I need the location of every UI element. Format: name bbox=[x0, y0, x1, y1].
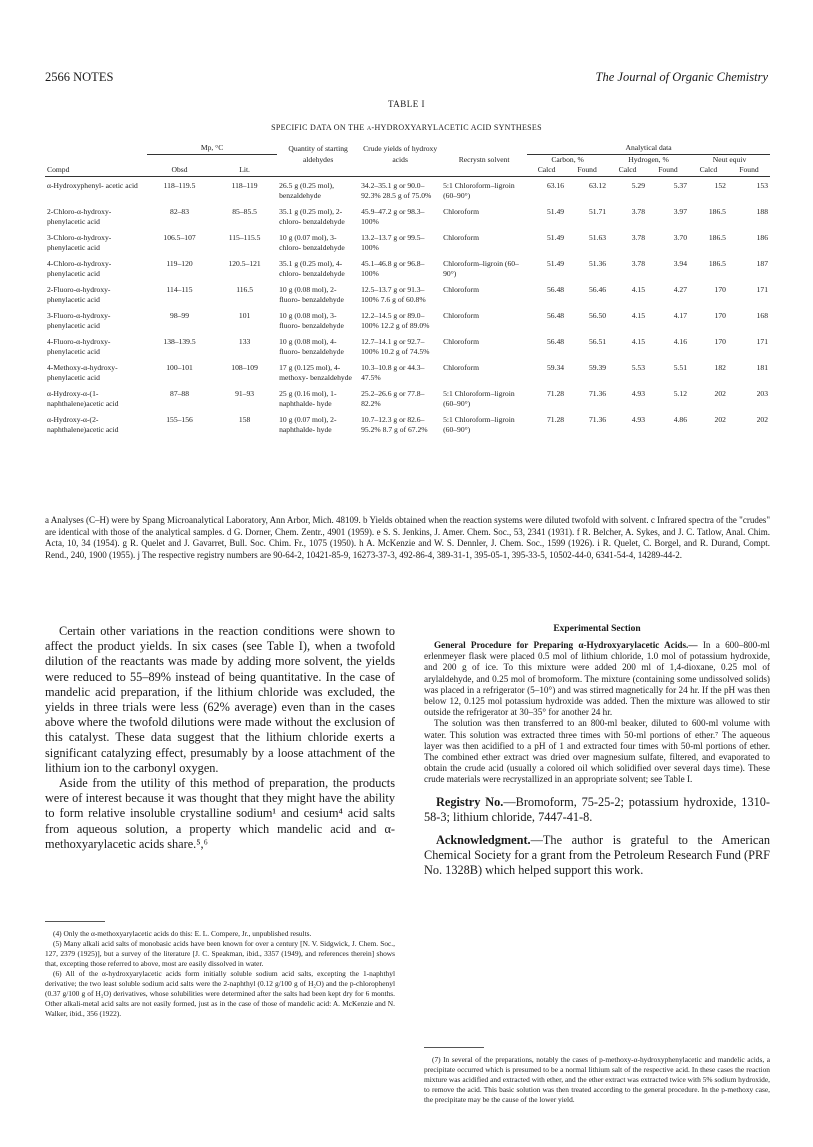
cell-n-found: 171 bbox=[756, 284, 768, 294]
cell-solvent: Chloroform–ligroin (60–90°) bbox=[443, 258, 519, 278]
page-header-left: 2566 NOTES bbox=[45, 70, 114, 84]
footnote-5: (5) Many alkali acid salts of monobasic acids have been known for over a century [N. V. Sidgwick, J. Chem. Soc., 127, 2379 (1925)], but a survey of the literature [J. C. Speakman, ibid., 3357 (1949), and references therein] shows that, excepting those referred to above, most are easily dissolved in water. bbox=[45, 939, 395, 968]
cell-lit: 115–115.5 bbox=[228, 232, 261, 242]
neut-head: Neut equiv bbox=[712, 154, 747, 164]
cell-c-found: 51.63 bbox=[588, 232, 607, 242]
carbon-head: Carbon, % bbox=[551, 154, 584, 164]
cell-compd: 2-Fluoro-α-hydroxy- phenylacetic acid bbox=[47, 284, 111, 304]
registry-label: Registry No. bbox=[436, 794, 504, 809]
cell-compd: α-Hydroxyphenyl- acetic acid bbox=[47, 180, 138, 190]
cell-qty: 26.5 g (0.25 mol), benzaldehyde bbox=[279, 180, 334, 200]
cell-solvent: Chloroform bbox=[443, 362, 479, 372]
cell-c-found: 71.36 bbox=[588, 388, 607, 398]
cell-obsd: 106.5–107 bbox=[163, 232, 196, 242]
cell-c-calcd: 51.49 bbox=[546, 258, 565, 268]
cell-solvent: Chloroform bbox=[443, 310, 479, 320]
ack-text: —The author is grateful to the American Chemical Society for a grant from the Petroleum Research Fund (PRF No. 1328B) which helped support this work. bbox=[424, 833, 770, 878]
cell-solvent: Chloroform bbox=[443, 336, 479, 346]
cell-n-found: 181 bbox=[756, 362, 768, 372]
table-label: TABLE I bbox=[387, 99, 426, 109]
cell-h-calcd: 3.78 bbox=[631, 206, 645, 216]
cell-obsd: 100–101 bbox=[166, 362, 193, 372]
table-row bbox=[45, 176, 770, 203]
cell-h-found: 4.86 bbox=[673, 414, 687, 424]
cell-h-calcd: 4.15 bbox=[631, 284, 645, 294]
cell-solvent: 5:1 Chloroform–ligroin (60–90°) bbox=[443, 180, 515, 200]
cell-compd: α-Hydroxy-α-(2- naphthalene)acetic acid bbox=[47, 414, 119, 434]
cell-solvent: Chloroform bbox=[443, 232, 479, 242]
cell-h-found: 4.17 bbox=[673, 310, 687, 320]
data-table bbox=[45, 143, 770, 437]
footnote-7: (7) In several of the preparations, notably the cases of p-methoxy-α-hydroxyphenylacetic and mandelic acids, a precipitate occurred which is presumed to be a normal lithium salt of the respective acid. In these cases the reaction mixture was acidified and extracted with ether, and the ether extract was extracted twice with 5% sodium hydroxide, to remove the acid. This basic solution was then treated according to the general procedure. In the p-methoxy case, the precipitate may be the cause of the lower yield. bbox=[424, 1055, 770, 1104]
cell-obsd: 138–139.5 bbox=[163, 336, 196, 346]
cell-c-found: 71.36 bbox=[588, 414, 607, 424]
cell-c-calcd: 56.48 bbox=[546, 284, 565, 294]
cell-crude: 12.2–14.5 g or 89.0–100% 12.2 g of 89.0% bbox=[361, 310, 430, 330]
cell-crude: 34.2–35.1 g or 90.0–92.3% 28.5 g of 75.0% bbox=[361, 180, 432, 200]
cell-qty: 25 g (0.16 mol), 1-naphthalde- hyde bbox=[279, 388, 337, 408]
col-quantity: Quantity of starting aldehydes bbox=[288, 144, 348, 164]
right-column bbox=[424, 624, 770, 879]
cell-n-found: 203 bbox=[756, 388, 768, 398]
footnote-4: (4) Only the α-methoxyarylacetic acids do this: E. L. Compere, Jr., unpublished results. bbox=[53, 929, 312, 938]
cell-solvent: Chloroform bbox=[443, 206, 479, 216]
table-row bbox=[45, 333, 770, 359]
cell-compd: 3-Fluoro-α-hydroxy- phenylacetic acid bbox=[47, 310, 111, 330]
footnotes-right bbox=[424, 1055, 770, 1105]
cell-compd: 2-Chloro-α-hydroxy- phenylacetic acid bbox=[47, 206, 112, 226]
body-paragraph: Certain other variations in the reaction conditions were shown to affect the product yields. In six cases (see Table I), when a twofold dilution of the reactants was made by adding more solvent, the yields were reduced to 55–89% instead of being quantitative. In the case of mandelic acid preparation, if the lithium chloride was excluded, the yields in three trials were less (62% average) even than in the cases above where the twofold dilutions were made without the exclusion of this catalyst. These data suggest that the lithium chloride exerts a significant catalyzing effect, presumably by a loose attachment of the lithium ion to the carbonyl oxygen. bbox=[45, 624, 395, 775]
cell-n-calcd: 202 bbox=[714, 414, 726, 424]
cell-crude: 13.2–13.7 g or 99.5–100% bbox=[361, 232, 425, 252]
cell-crude: 12.5–13.7 g or 91.3–100% 7.6 g of 60.8% bbox=[361, 284, 426, 304]
cell-c-calcd: 71.28 bbox=[546, 388, 565, 398]
cell-obsd: 98–99 bbox=[170, 310, 190, 320]
cell-compd: α-Hydroxy-α-(1- naphthalene)acetic acid bbox=[47, 388, 119, 408]
cell-crude: 25.2–26.6 g or 77.8–82.2% bbox=[361, 388, 425, 408]
cell-compd: 3-Chloro-α-hydroxy- phenylacetic acid bbox=[47, 232, 112, 252]
table-row bbox=[45, 229, 770, 255]
cell-lit: 120.5–121 bbox=[228, 258, 261, 268]
cell-n-calcd: 170 bbox=[714, 284, 726, 294]
col-lit: Lit. bbox=[212, 165, 277, 176]
cell-qty: 17 g (0.125 mol), 4-methoxy- benzaldehyde bbox=[279, 362, 352, 382]
cell-obsd: 118–119.5 bbox=[163, 180, 196, 190]
col-h-calcd: Calcd bbox=[608, 165, 647, 176]
table-row bbox=[45, 385, 770, 411]
cell-n-found: 202 bbox=[756, 414, 768, 424]
table-row bbox=[45, 307, 770, 333]
cell-n-calcd: 152 bbox=[714, 180, 726, 190]
table-row bbox=[45, 281, 770, 307]
cell-n-found: 187 bbox=[756, 258, 768, 268]
col-solvent: Recrystn solvent bbox=[458, 154, 510, 164]
cell-c-found: 56.46 bbox=[588, 284, 607, 294]
cell-h-found: 3.94 bbox=[673, 258, 687, 268]
cell-lit: 116.5 bbox=[236, 284, 253, 294]
cell-obsd: 82–83 bbox=[170, 206, 190, 216]
procedure-text-2: The solution was then transferred to an 800-ml beaker, diluted to 600-ml volume with water. This solution was extracted three times with 50-ml portions of ether.⁷ The aqueous layer was then acidified to a pH of 1 and extracted four times with 50-ml portions of ether. The combined ether extract was dried over magnesium sulfate, filtered, and evaporated to obtain the crude acid (usually a colored oil which solidified over several days time). These crude materials were recrystallized in an appropriate solvent; see Table I. bbox=[424, 718, 770, 785]
cell-qty: 10 g (0.07 mol), 2-naphthalde- hyde bbox=[279, 414, 337, 434]
table-row bbox=[45, 359, 770, 385]
cell-n-calcd: 170 bbox=[714, 336, 726, 346]
cell-h-calcd: 3.78 bbox=[631, 232, 645, 242]
cell-h-calcd: 4.93 bbox=[631, 388, 645, 398]
table-footnotes: a Analyses (C–H) were by Spang Microanalytical Laboratory, Ann Arbor, Mich. 48109. b Yields obtained when the reaction systems were diluted twofold with solvent. c Infrared spectra of the "crudes" are identical with those of the analytical samples. d G. Dorner, Chem. Zentr., 4901 (1959). e S. S. Jenkins, J. Amer. Chem. Soc., 53, 2341 (1931). f R. Belcher, A. Sykes, and J. C. Tatlow, Anal. Chim. Acta, 10, 34 (1954). g R. Quelet and J. Gavarret, Bull. Soc. Chim. Fr., 1075 (1950). h A. McKenzie and W. S. Dennler, J. Chem. Soc., 1599 (1926). i R. Quelet, C. Borgel, and R. Durand, Compt. Rend., 240, 1900 (1955). j The respective registry numbers are 90-64-2, 10421-85-9, 16273-37-3, 492-86-4, 389-31-1, 395-05-1, 395-33-5, 10502-44-0, 6341-54-4, 14289-44-2. bbox=[45, 515, 770, 560]
cell-n-calcd: 186.5 bbox=[708, 258, 726, 268]
cell-c-found: 51.36 bbox=[588, 258, 607, 268]
cell-n-calcd: 202 bbox=[714, 388, 726, 398]
procedure-text: In a 600–800-ml erlenmeyer flask were placed 0.5 mol of lithium chloride, 1.0 mol of potassium hydroxide, and 200 g of ice. To this mixture were added 200 ml of 1,4-dioxane, 0.25 mol of arylaldehyde, and 0.25 mol of bromoform. The mixture (containing some undissolved solids) was placed in a refrigerator (5–10°) and was stirred magnetically for 24 hr. If the pH was then below 12, 0.125 mol potassium hydroxide was added. Then the mixture was allowed to stir outside the refrigerator at 30–35° for another 24 hr. bbox=[424, 640, 770, 718]
ack-label: Acknowledgment. bbox=[436, 833, 531, 848]
cell-n-calcd: 182 bbox=[714, 362, 726, 372]
cell-solvent: Chloroform bbox=[443, 284, 479, 294]
cell-c-found: 63.12 bbox=[588, 180, 607, 190]
cell-n-calcd: 186.5 bbox=[708, 206, 726, 216]
cell-crude: 45.9–47.2 g or 98.3–100% bbox=[361, 206, 425, 226]
col-h-found: Found bbox=[647, 165, 689, 176]
cell-compd: 4-Methoxy-α-hydroxy- phenylacetic acid bbox=[47, 362, 118, 382]
col-crude: Crude yields of hydroxy acids bbox=[363, 144, 438, 164]
cell-qty: 35.1 g (0.25 mol), 2-chloro- benzaldehyde bbox=[279, 206, 345, 226]
cell-solvent: 5:1 Chloroform–ligroin (60–90°) bbox=[443, 388, 515, 408]
cell-c-calcd: 59.34 bbox=[546, 362, 565, 372]
left-column bbox=[45, 624, 395, 852]
cell-crude: 10.7–12.3 g or 82.6–95.2% 8.7 g of 67.2% bbox=[361, 414, 428, 434]
col-c-calcd: Calcd bbox=[527, 165, 566, 176]
footnote-6: (6) All of the α-hydroxyarylacetic acids form initially soluble sodium acid salts, excepting the 1-naphthyl derivative; the two least soluble sodium acid salts were the 2-naphthyl (0.12 g/100 g of H₂O) and the p-chlorophenyl (0.37 g/100 g of H₂O) derivatives, whose solubilities were determined after the salts had been kept dry for 6 months. Other alkali-metal acid salts are not easily formed, just as in the case of those of mandelic acid: A. McKenzie and N. Walker, ibid., 356 (1922). bbox=[45, 969, 395, 1018]
cell-n-found: 171 bbox=[756, 336, 768, 346]
cell-obsd: 114–115 bbox=[166, 284, 193, 294]
hydrogen-head: Hydrogen, % bbox=[628, 154, 669, 164]
registry-text: —Bromoform, 75-25-2; potassium hydroxide, 1310-58-3; lithium chloride, 7447-41-8. bbox=[424, 794, 770, 824]
cell-obsd: 119–120 bbox=[166, 258, 193, 268]
cell-n-found: 188 bbox=[756, 206, 768, 216]
cell-h-calcd: 4.15 bbox=[631, 336, 645, 346]
cell-n-found: 153 bbox=[756, 180, 768, 190]
cell-c-found: 56.50 bbox=[588, 310, 607, 320]
cell-qty: 10 g (0.07 mol), 3-chloro- benzaldehyde bbox=[279, 232, 345, 252]
cell-qty: 10 g (0.08 mol), 4-fluoro- benzaldehyde bbox=[279, 336, 344, 356]
cell-h-found: 5.12 bbox=[673, 388, 687, 398]
cell-c-calcd: 56.48 bbox=[546, 310, 565, 320]
footnote-divider bbox=[424, 1047, 484, 1048]
cell-c-calcd: 56.48 bbox=[546, 336, 565, 346]
cell-c-calcd: 71.28 bbox=[546, 414, 565, 424]
footnote-divider bbox=[45, 921, 105, 922]
cell-c-found: 51.71 bbox=[588, 206, 607, 216]
cell-h-calcd: 4.93 bbox=[631, 414, 645, 424]
col-compd: Compd bbox=[45, 165, 147, 176]
cell-h-calcd: 5.29 bbox=[631, 180, 645, 190]
cell-c-calcd: 63.16 bbox=[546, 180, 565, 190]
col-obsd: Obsd bbox=[147, 165, 212, 176]
table-row bbox=[45, 411, 770, 437]
cell-h-calcd: 5.53 bbox=[631, 362, 645, 372]
cell-crude: 10.3–10.8 g or 44.3–47.5% bbox=[361, 362, 425, 382]
cell-lit: 85–85.5 bbox=[232, 206, 257, 216]
col-n-found: Found bbox=[728, 165, 770, 176]
cell-lit: 158 bbox=[238, 414, 251, 424]
footnotes-left bbox=[45, 929, 395, 1019]
table-row bbox=[45, 203, 770, 229]
cell-c-found: 59.39 bbox=[588, 362, 607, 372]
procedure-title: General Procedure for Preparing α-Hydroxyarylacetic Acids.— bbox=[434, 640, 698, 650]
analytical-group-head: Analytical data bbox=[527, 143, 770, 154]
cell-qty: 10 g (0.08 mol), 3-fluoro- benzaldehyde bbox=[279, 310, 344, 330]
cell-lit: 133 bbox=[238, 336, 251, 346]
table-row bbox=[45, 255, 770, 281]
cell-lit: 91–93 bbox=[235, 388, 255, 398]
cell-compd: 4-Fluoro-α-hydroxy- phenylacetic acid bbox=[47, 336, 111, 356]
cell-n-calcd: 186.5 bbox=[708, 232, 726, 242]
cell-lit: 108–109 bbox=[231, 362, 258, 372]
cell-n-calcd: 170 bbox=[714, 310, 726, 320]
cell-h-found: 5.51 bbox=[673, 362, 687, 372]
cell-crude: 12.7–14.1 g or 92.7–100% 10.2 g of 74.5% bbox=[361, 336, 430, 356]
cell-h-calcd: 3.78 bbox=[631, 258, 645, 268]
cell-h-found: 4.27 bbox=[673, 284, 687, 294]
col-c-found: Found bbox=[566, 165, 608, 176]
cell-obsd: 155–156 bbox=[166, 414, 193, 424]
cell-crude: 45.1–46.8 g or 96.8–100% bbox=[361, 258, 425, 278]
mp-group-head: Mp, °C bbox=[147, 143, 277, 154]
cell-n-found: 186 bbox=[756, 232, 768, 242]
body-paragraph: Aside from the utility of this method of preparation, the products were of interest because it was thought that they might have the ability to form relative insoluble crystalline sodium¹ and cesium⁴ acid salts from aqueous solution, a property which mandelic acid and α-methoxyarylacetic acids share.⁵,⁶ bbox=[45, 776, 395, 851]
cell-h-calcd: 4.15 bbox=[631, 310, 645, 320]
cell-compd: 4-Chloro-α-hydroxy- phenylacetic acid bbox=[47, 258, 112, 278]
cell-qty: 10 g (0.08 mol), 2-fluoro- benzaldehyde bbox=[279, 284, 344, 304]
cell-h-found: 4.16 bbox=[673, 336, 687, 346]
cell-qty: 35.1 g (0.25 mol), 4-chloro- benzaldehyde bbox=[279, 258, 345, 278]
cell-lit: 101 bbox=[238, 310, 251, 320]
cell-c-found: 56.51 bbox=[588, 336, 607, 346]
cell-solvent: 5:1 Chloroform–ligroin (60–90°) bbox=[443, 414, 515, 434]
cell-c-calcd: 51.49 bbox=[546, 206, 565, 216]
cell-h-found: 3.97 bbox=[673, 206, 687, 216]
cell-lit: 118–119 bbox=[231, 180, 258, 190]
section-title: Experimental Section bbox=[553, 624, 641, 634]
cell-obsd: 87–88 bbox=[170, 388, 190, 398]
cell-h-found: 5.37 bbox=[673, 180, 687, 190]
cell-h-found: 3.70 bbox=[673, 232, 687, 242]
table-caption: SPECIFIC DATA ON THE α-HYDROXYARYLACETIC ACID SYNTHESES bbox=[271, 123, 542, 132]
cell-n-found: 168 bbox=[756, 310, 768, 320]
journal-title: The Journal of Organic Chemistry bbox=[595, 70, 768, 84]
cell-c-calcd: 51.49 bbox=[546, 232, 565, 242]
col-n-calcd: Calcd bbox=[689, 165, 728, 176]
